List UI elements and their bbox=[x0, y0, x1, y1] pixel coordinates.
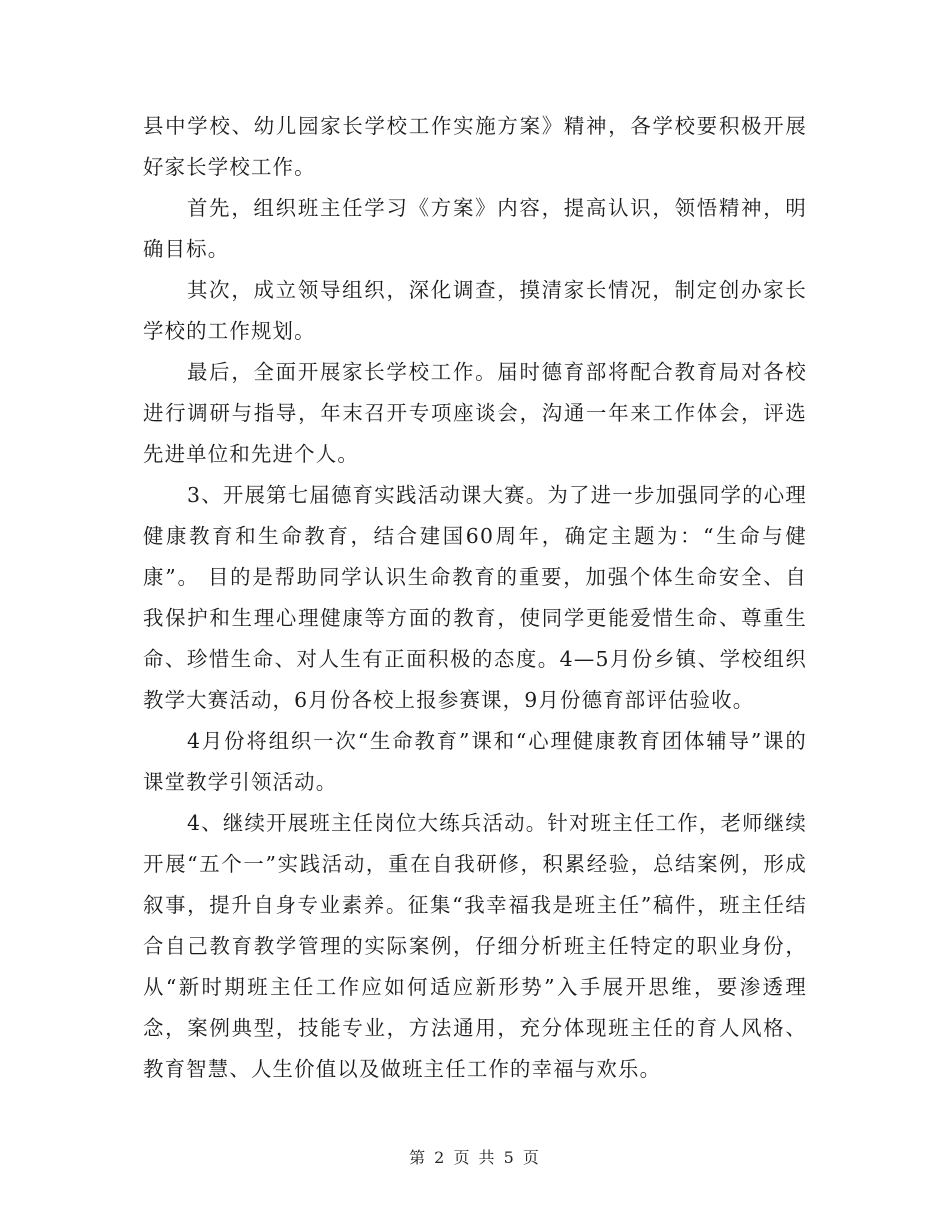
paragraph-last: 最后，全面开展家长学校工作。届时德育部将配合教育局对各校进行调研与指导，年末召开专项座谈会，沟通一年来工作体会，评选先进单位和先进个人。 bbox=[143, 360, 807, 466]
paragraph-april: 4月份将组织一次“生命教育”课和“心理健康教育团体辅导”课的课堂教学引领活动。 bbox=[143, 729, 807, 794]
paragraph-item-4: 4、继续开展班主任岗位大练兵活动。针对班主任工作，老师继续开展“五个一”实践活动，重在自我研修，积累经验，总结案例，形成叙事，提升自身专业素养。征集“我幸福我是班主任”稿件，班主任结合自己教育教学管理的实际案例，仔细分析班主任特定的职业身份，从“新时期班主任工作应如何适应新形势”入手展开思维，要渗透理念，案例典型，技能专业，方法通用，充分体现班主任的育人风格、教育智慧、人生价值以及做班主任工作的幸福与欢乐。 bbox=[143, 811, 807, 1081]
paragraph-second: 其次，成立领导组织，深化调查，摸清家长情况，制定创办家长学校的工作规划。 bbox=[143, 278, 807, 343]
page-number-footer: 第 2 页 共 5 页 bbox=[409, 1148, 541, 1167]
paragraph-first: 首先，组织班主任学习《方案》内容，提高认识，领悟精神，明确目标。 bbox=[143, 196, 807, 261]
paragraph-continuation: 县中学校、幼儿园家长学校工作实施方案》精神，各学校要积极开展好家长学校工作。 bbox=[143, 114, 807, 179]
paragraph-item-3: 3、开展第七届德育实践活动课大赛。为了进一步加强同学的心理健康教育和生命教育，结合建国60周年，确定主题为：“生命与健康”。 目的是帮助同学认识生命教育的重要，加强个体生命安全、自我保护和生理心理健康等方面的教育，使同学更能爱惜生命、尊重生命、珍惜生命、对人生有正面积极的态度。4—5月份乡镇、学校组织教学大赛活动，6月份各校上报参赛课，9月份德育部评估验收。 bbox=[143, 483, 807, 712]
document-body bbox=[143, 106, 807, 1090]
